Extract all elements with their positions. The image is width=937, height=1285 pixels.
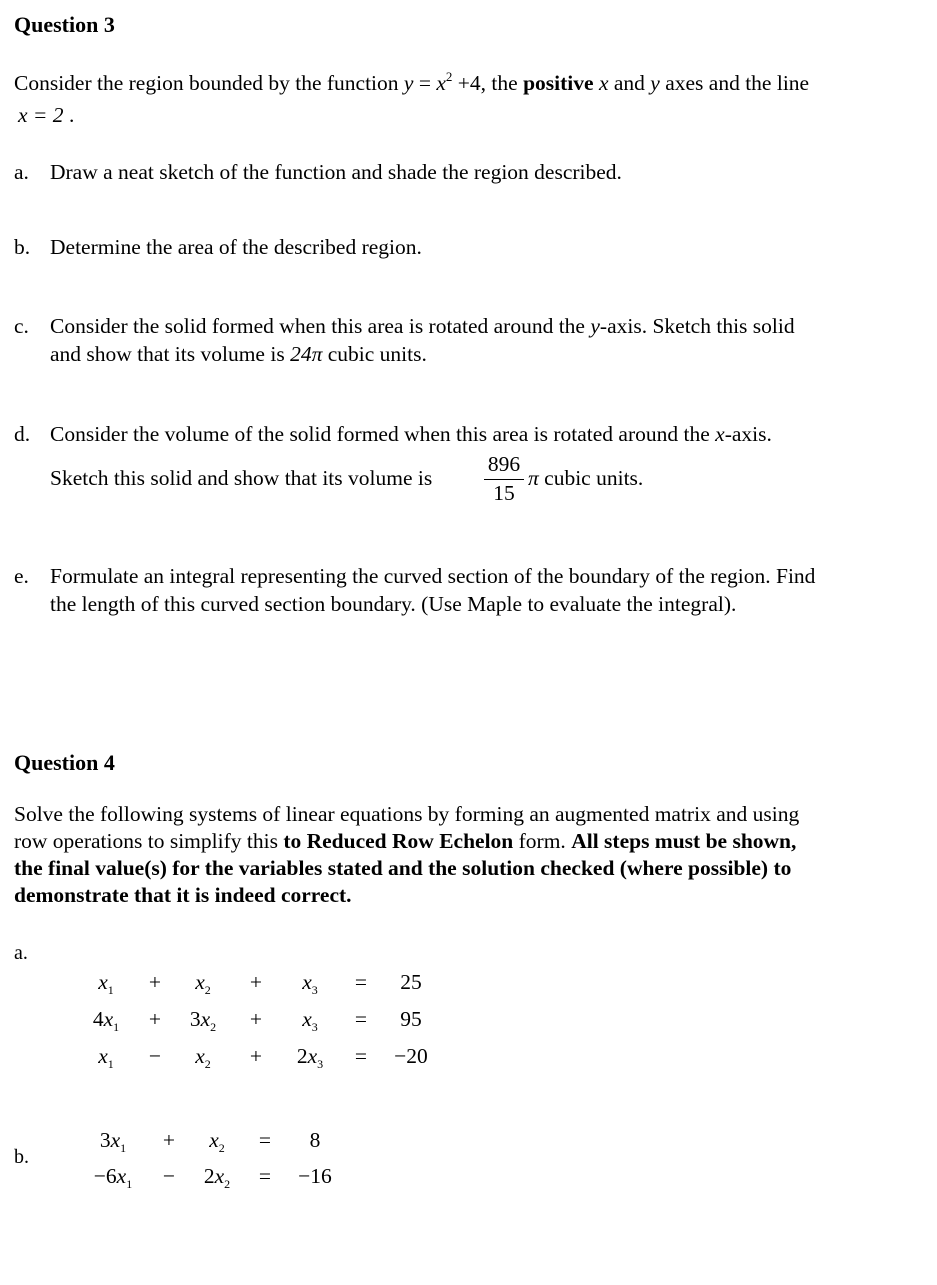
eq-b1-rhs: 8 xyxy=(309,1128,321,1152)
eq-b1-term2: $x_2$ xyxy=(209,1128,225,1155)
q4-part-a-label: a. xyxy=(14,942,28,964)
eq-a2-equals: = xyxy=(354,1007,368,1031)
eq-a3-term1: $x_1$ xyxy=(98,1044,114,1071)
eq-a2-term1: $4x_1$ xyxy=(92,1007,120,1034)
eq-b2-equals: = xyxy=(258,1164,272,1188)
q4-part-b-label: b. xyxy=(14,1146,29,1168)
eq-a3-equals: = xyxy=(354,1044,368,1068)
q3-part-d-label: d. xyxy=(14,422,31,446)
eq-a1-term1: $x_1$ xyxy=(98,970,114,997)
q3-part-b-text: Determine the area of the described region. xyxy=(50,235,422,259)
eq-b2-rhs: −16 xyxy=(298,1164,332,1188)
eq-a3-rhs: −20 xyxy=(394,1044,428,1068)
eq-b2-term2: $2x_2$ xyxy=(203,1164,231,1191)
fraction-numerator: 896 xyxy=(487,452,521,476)
q4-intro-line2: row operations to simplify this to Reduced Row Echelon form. All steps must be shown, xyxy=(14,829,797,853)
eq-a1-equals: = xyxy=(354,970,368,994)
eq-a1-op1: + xyxy=(148,970,162,994)
question-4-heading: Question 4 xyxy=(14,750,115,775)
eq-a3-op2: + xyxy=(249,1044,263,1068)
eq-a2-term2: $3x_2$ xyxy=(189,1007,217,1034)
eq-a2-term3: $x_3$ xyxy=(302,1007,318,1034)
q3-part-d-line1: Consider the volume of the solid formed when this area is rotated around the x-axis. xyxy=(50,422,772,446)
eq-b1-op1: + xyxy=(162,1128,176,1152)
q3-part-c-line2: and show that its volume is 24π cubic units. xyxy=(50,342,427,366)
q3-intro-line1: Consider the region bounded by the function $y = x^2 +4$, the positive x and y axes and the line xyxy=(14,69,810,95)
question-3-heading: Question 3 xyxy=(14,12,115,37)
fraction-denominator: 15 xyxy=(493,481,515,505)
eq-a2-op1: + xyxy=(148,1007,162,1031)
eq-b1-term1: $3x_1$ xyxy=(99,1128,127,1155)
eq-b2-op1: − xyxy=(162,1164,176,1188)
eq-a2-rhs: 95 xyxy=(400,1007,422,1031)
volume-fraction xyxy=(484,452,524,506)
q3-intro-line2: x = 2 . xyxy=(18,103,75,127)
q3-part-e-line2: the length of this curved section boundary. (Use Maple to evaluate the integral). xyxy=(50,592,737,616)
q4-intro-line1: Solve the following systems of linear equations by forming an augmented matrix and using xyxy=(14,802,800,826)
q3-part-a-label: a. xyxy=(14,160,29,184)
eq-a1-term2: $x_2$ xyxy=(195,970,211,997)
eq-a1-rhs: 25 xyxy=(400,970,422,994)
eq-a1-term3: $x_3$ xyxy=(302,970,318,997)
q3-part-e-label: e. xyxy=(14,564,29,588)
eq-b2-term1: $-6x_1$ xyxy=(93,1164,133,1191)
q4-intro-line4: demonstrate that it is indeed correct. xyxy=(14,883,352,907)
eq-a1-op2: + xyxy=(249,970,263,994)
eq-a3-op1: − xyxy=(148,1044,162,1068)
eq-a2-op2: + xyxy=(249,1007,263,1031)
q3-part-d-line2-end: π cubic units. xyxy=(528,466,644,490)
q3-part-b-label: b. xyxy=(14,235,31,259)
q3-part-c-line1: Consider the solid formed when this area is rotated around the y-axis. Sketch this solid xyxy=(50,314,795,338)
q3-part-d-line2-text: Sketch this solid and show that its volume is xyxy=(50,466,433,490)
q3-part-e-line1: Formulate an integral representing the curved section of the boundary of the region. Find xyxy=(50,564,816,588)
eq-a3-term2: $x_2$ xyxy=(195,1044,211,1071)
eq-a3-term3: $2x_3$ xyxy=(296,1044,324,1071)
fraction-bar xyxy=(484,479,524,480)
q3-part-c-label: c. xyxy=(14,314,29,338)
q3-part-a-text: Draw a neat sketch of the function and shade the region described. xyxy=(50,160,622,184)
q4-intro-line3: the final value(s) for the variables stated and the solution checked (where possible) to xyxy=(14,856,792,880)
eq-b1-equals: = xyxy=(258,1128,272,1152)
